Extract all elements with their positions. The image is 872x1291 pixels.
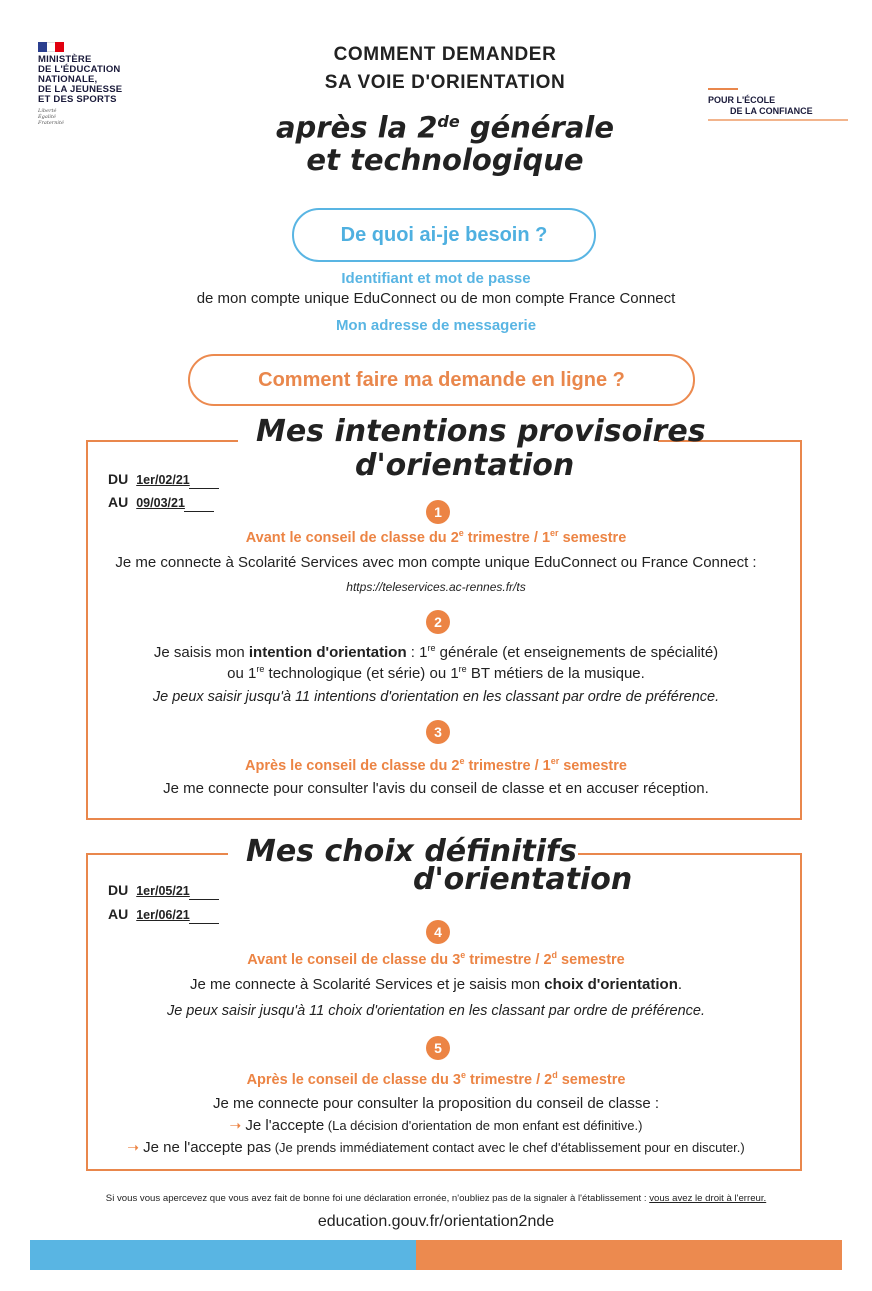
section2-title-line1: Mes choix définitifs: [246, 834, 577, 869]
step-4-badge: 4: [426, 920, 450, 944]
section1-title-line2: d'orientation: [355, 448, 575, 483]
step-2-line2: ou 1re technologique (et série) ou 1re BT métiers de la musique.: [227, 664, 645, 682]
step-2-line1: Je saisis mon intention d'orientation : 1re générale (et enseignements de spécialité): [153, 643, 719, 661]
republic-motto: Liberté Égalité Fraternité: [38, 108, 64, 126]
step-4-text: Je me connecte à Scolarité Services et je saisis mon choix d'orientation.: [189, 976, 683, 993]
needs-account-text: de mon compte unique EduConnect ou de mon compte France Connect: [196, 290, 676, 307]
section1-end-date: AU 09/03/21: [108, 494, 214, 512]
page-title-line2: SA VOIE D'ORIENTATION: [324, 72, 566, 93]
step-3-heading: Après le conseil de classe du 2e trimestre / 1er semestre: [245, 756, 627, 774]
section2-title-line2: d'orientation: [413, 862, 633, 897]
footer-note: Si vous vous apercevez que vous avez fait de bonne foi une déclaration erronée, n'oubliez pas de la signaler à l'établissement : vous avez le droit à l'erreur.: [105, 1193, 767, 1204]
step-5-refuse: ➝ Je ne l'accepte pas (Je prends immédiatement contact avec le chef d'établissement pour en discuter.): [127, 1139, 745, 1156]
step-1-text: Je me connecte à Scolarité Services avec mon compte unique EduConnect ou France Connect :: [115, 554, 757, 571]
step-4-note: Je peux saisir jusqu'à 11 choix d'orientation en les classant par ordre de préférence.: [166, 1003, 706, 1019]
step-3-text: Je me connecte pour consulter l'avis du conseil de classe et en accuser réception.: [163, 780, 709, 797]
page-title-line1: COMMENT DEMANDER: [333, 44, 557, 65]
step-2-badge: 2: [426, 610, 450, 634]
needs-credentials: Identifiant et mot de passe: [341, 270, 531, 287]
section2-end-date: AU 1er/06/21: [108, 906, 219, 924]
section2-start-date: DU 1er/05/21: [108, 882, 219, 900]
step-1-url[interactable]: https://teleservices.ac-rennes.fr/ts: [346, 580, 526, 594]
footer-bar-orange: [416, 1240, 842, 1270]
footer-url[interactable]: education.gouv.fr/orientation2nde: [317, 1213, 555, 1230]
page-subtitle-line2: et technologique: [306, 143, 584, 177]
needs-heading-pill: De quoi ai-je besoin ?: [292, 208, 596, 262]
page-subtitle-line1: après la 2de générale: [275, 110, 615, 145]
footer-note-link[interactable]: vous avez le droit à l'erreur.: [649, 1193, 767, 1204]
section1-title-line1: Mes intentions provisoires: [256, 414, 706, 449]
step-5-accept: ➝ Je l'accepte (La décision d'orientation de mon enfant est définitive.): [229, 1117, 643, 1134]
ministry-logo: [38, 42, 158, 126]
step-5-badge: 5: [426, 1036, 450, 1060]
ecole-confiance-logo: POUR L'ÉCOLE DE LA CONFIANCE: [708, 88, 868, 121]
footer-bar-blue: [30, 1240, 416, 1270]
french-flag-icon: [38, 42, 64, 52]
step-5-text: Je me connecte pour consulter la proposition du conseil de classe :: [212, 1095, 660, 1112]
step-5-heading: Après le conseil de classe du 3e trimestre / 2$^d$ semestre: [246, 1070, 626, 1088]
step-1-badge: 1: [426, 500, 450, 524]
arrow-right-icon: ➝: [229, 1117, 242, 1133]
step-4-heading: Avant le conseil de classe du 3e trimestre / 2$^d$ semestre: [247, 950, 625, 968]
section1-start-date: DU 1er/02/21: [108, 471, 219, 489]
how-heading-pill: Comment faire ma demande en ligne ?: [188, 354, 695, 406]
ministry-name: MINISTÈRE DE L'ÉDUCATION NATIONALE, DE LA JEUNESSE ET DES SPORTS: [38, 54, 123, 105]
arrow-right-icon: ➝: [127, 1139, 139, 1155]
step-2-note: Je peux saisir jusqu'à 11 intentions d'orientation en les classant par ordre de préférence.: [152, 689, 720, 705]
step-3-badge: 3: [426, 720, 450, 744]
needs-email: Mon adresse de messagerie: [335, 317, 537, 334]
step-1-heading: Avant le conseil de classe du 2e trimestre / 1er semestre: [245, 528, 627, 546]
